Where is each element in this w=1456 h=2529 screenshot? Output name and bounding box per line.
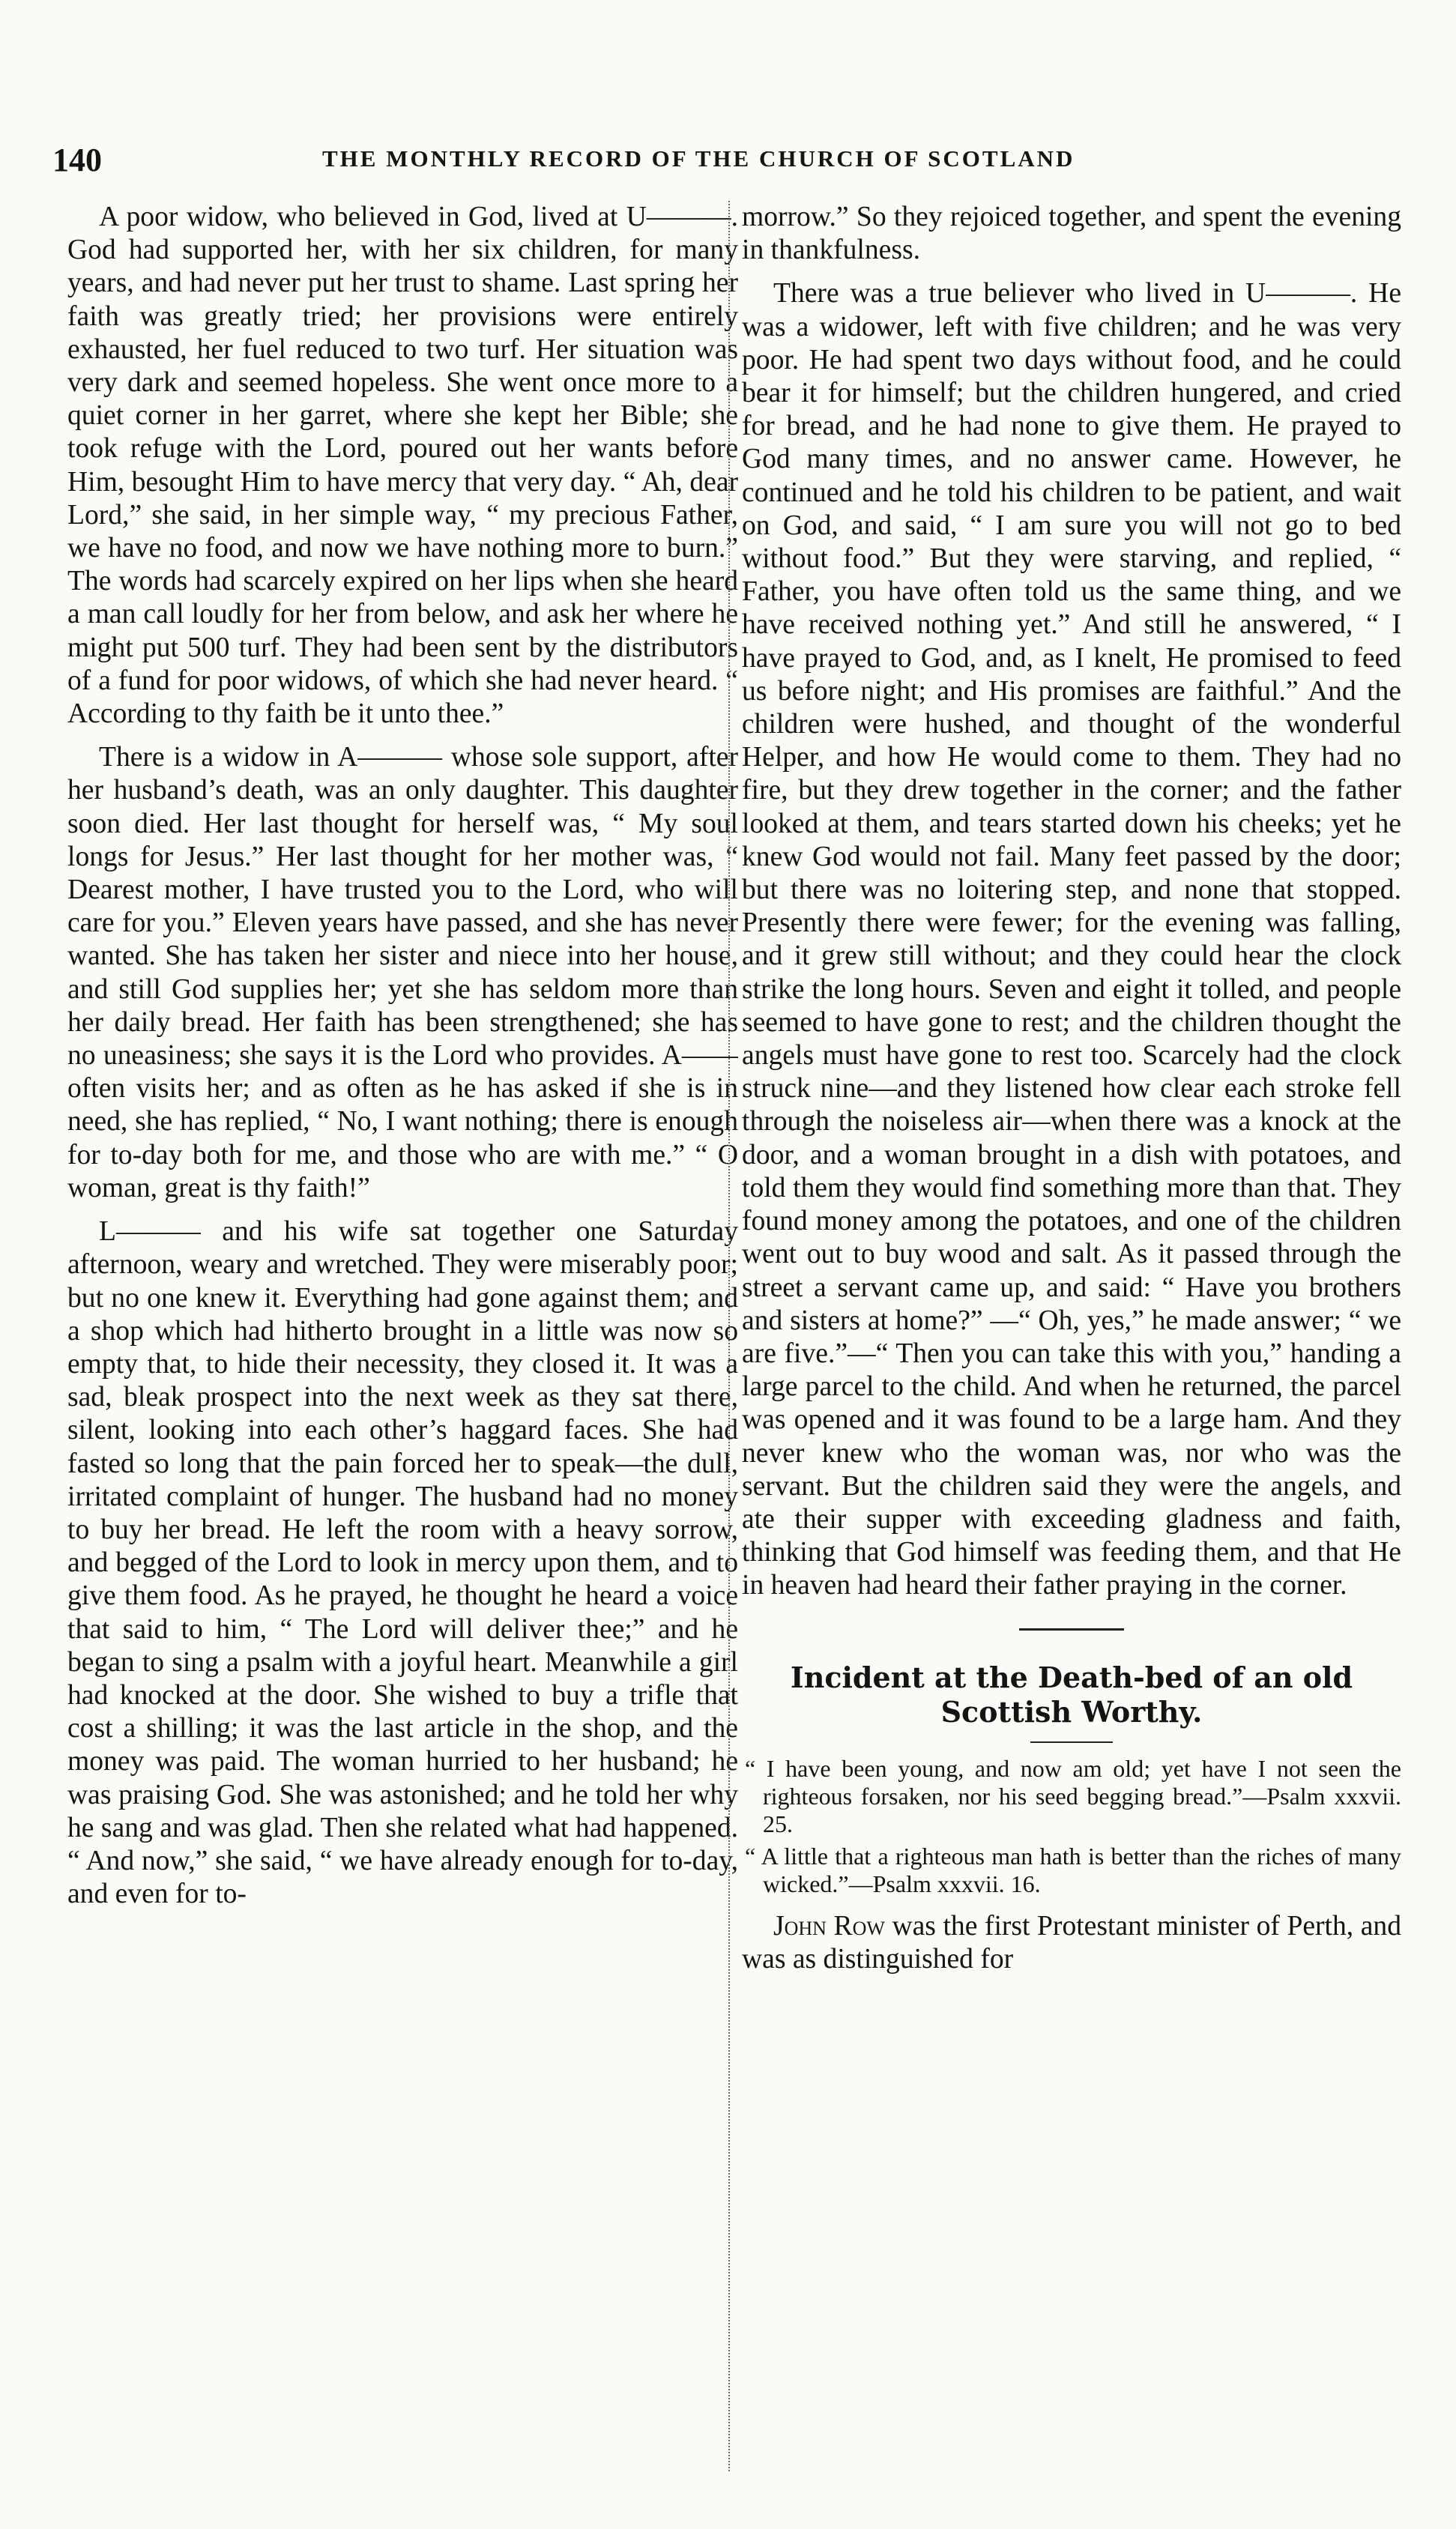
paragraph-widow-turf: A poor widow, who believed in God, lived at U———. God had supported her, with her six children, for many years, and had never put her trust to shame. Last spring her faith was greatly tried; her provisions were entirely exhausted, her fuel reduced to two turf. Her situation was very dark and seemed hopeless. She went once more to a quiet corner in her garret, where she kept her Bible; she took refuge with the Lord, poured out her wants before Him, besought Him to have mercy that very day. “ Ah, dear Lord,” she said, in her simple way, “ my precious Father, we have no food, and now we have nothing more to burn.” The words had scarcely expired on her lips when she heard a man call loudly for her from below, and ask her where he might put 500 turf. They had been sent by the distributors of a fund for poor widows, of which she had never heard. “ According to thy faith be it unto thee.” bbox=[67, 202, 738, 730]
paragraph-shopkeeper: L——— and his wife sat together one Saturday afternoon, weary and wretched. They were miserably poor; but no one knew it. Everything had gone against them; and a shop which had hitherto brought in a little was now so empty that, to hide their necessity, they closed it. It was a sad, bleak prospect into the next week as they sat there, silent, looking into each other’s haggard faces. She had fasted so long that the pain forced her to speak—the dull, irritated complaint of hunger. The husband had no money to buy her bread. He left the room with a heavy sorrow, and begged of the Lord to look in mercy upon them, and to give them food. As he prayed, he thought he heard a voice that said to him, “ The Lord will deliver thee;” and he began to sing a psalm with a joyful heart. Meanwhile a girl had knocked at the door. She wished to buy a trifle that cost a shilling; it was the last article in the shop, and the money was paid. The woman hurried to her husband; he was praising God. She was astonished; and he told her why he sang and was glad. Then she related what had happened. “ And now,” she said, “ we have already enough for to-day, and even for to- bbox=[67, 1216, 738, 1910]
epigraph-psalm-25: “ I have been young, and now am old; yet have I not seen the righteous forsaken, nor his seed begging bread.”—Psalm xxxvii. 25. bbox=[745, 1754, 1401, 1837]
paragraph-widow-daughter: There is a widow in A——— whose sole support, after her husband’s death, was an only daughter. This daughter soon died. Her last thought for herself was, “ My soul longs for Jesus.” Her last thought for her mother was, “ Dearest mother, I have trusted you to the Lord, who will care for you.” Eleven years have passed, and she has never wanted. She has taken her sister and niece into her house, and still God supplies her; yet she has seldom more than her daily bread. Her faith has been strengthened; she has no uneasiness; she says it is the Lord who provides. A—— often visits her; and as often as he has asked if she is in need, she has replied, “ No, I want nothing; there is enough for to-day both for me, and those who are with me.” “ O woman, great is thy faith!” bbox=[67, 742, 738, 1203]
right-column bbox=[742, 201, 1401, 2477]
paragraph-john-row-text: was the first Protestant minister of Perth, and was as distinguished for bbox=[742, 1910, 1401, 1974]
page-header bbox=[52, 141, 1371, 178]
left-column bbox=[67, 201, 738, 2477]
paragraph-widower: There was a true believer who lived in U———. He was a widower, left with five children; and he was very poor. He had spent two days without food, and he could bear it for himself; but the children hungered, and cried for bread, and he had none to give them. He prayed to God many times, and no answer came. However, he continued and he told his children to be patient, and wait on God, and said, “ I am sure you will not go to bed without food.” But they were starving, and replied, “ Father, you have often told us the same thing, and we have received nothing yet.” And still he answered, “ I have prayed to God, and, as I knelt, He promised to feed us before night; and His promises are faithful.” And the children were hushed, and thought of the wonderful Helper, and how He would come to them. They had no fire, but they drew together in the corner; and the father looked at them, and tears started down his cheeks; yet he knew God would not fail. Many feet passed by the door; but there was no loitering step, and none that stopped. Presently there were fewer; for the evening was falling, and it grew still without; and they could hear the clock strike the long hours. Seven and eight it tolled, and people seemed to have gone to rest; and the children thought the angels must have gone to rest too. Scarcely had the clock struck nine—and they listened how clear each stroke fell through the noiseless air—when there was a knock at the door, and a woman brought in a dish with potatoes, and told them they would find something more than that. They found money among the potatoes, and one of the children went out to buy wood and salt. As it passed through the street a servant came up, and said: “ Have you brothers and sisters at home?” —“ Oh, yes,” he made answer; “ we are five.”—“ Then you can take this with you,” handing a large parcel to the child. And when he returned, the parcel was opened and it was found to be a large ham. And they never knew who the woman was, nor who was the servant. But the children said they were the angels, and ate their supper with exceeding gladness and faith, thinking that God himself was feeding them, and that He in heaven had heard their father praying in the corner. bbox=[742, 278, 1401, 1601]
epigraph-psalm-16: “ A little that a righteous man hath is better than the riches of many wicked.”—Psalm xxxvii. 16. bbox=[745, 1842, 1401, 1897]
paragraph-continuation: morrow.” So they rejoiced together, and spent the evening in thankfulness. bbox=[742, 202, 1401, 266]
running-title: THE MONTHLY RECORD OF THE CHURCH OF SCOTLAND bbox=[322, 145, 1075, 172]
title-divider bbox=[1030, 1741, 1113, 1743]
name-john-row: John Row bbox=[773, 1910, 885, 1942]
article-title: Incident at the Death-bed of an old Scottish Worthy. bbox=[790, 1660, 1353, 1729]
section-divider bbox=[1019, 1628, 1124, 1631]
column-divider bbox=[728, 201, 730, 2471]
paragraph-john-row bbox=[742, 1910, 1401, 1976]
page-number: 140 bbox=[52, 142, 102, 178]
